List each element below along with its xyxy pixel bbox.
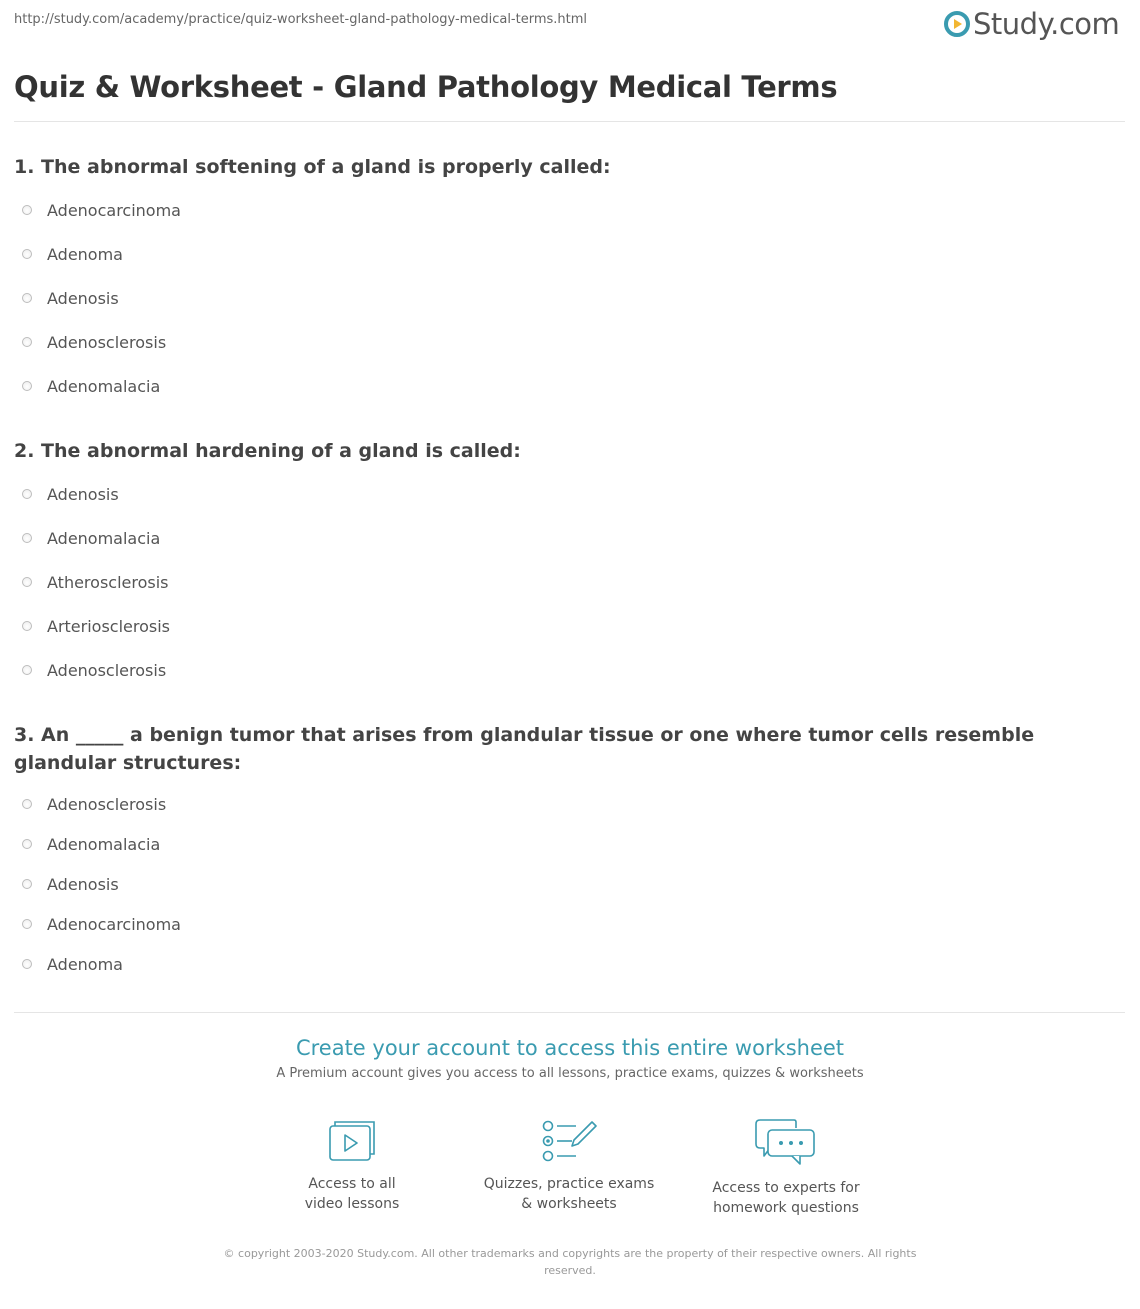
copyright-notice: © copyright 2003-2020 Study.com. All other trademarks and copyrights are the property of their respective owners. All rights reserved. — [223, 1247, 917, 1277]
option-label: Adenomalacia — [47, 834, 161, 854]
answer-option[interactable] — [22, 232, 181, 276]
answer-option[interactable] — [22, 648, 170, 692]
answer-option[interactable] — [22, 864, 181, 904]
answer-option[interactable] — [22, 276, 181, 320]
radio-button[interactable] — [22, 799, 32, 809]
question-1-options — [22, 198, 181, 408]
radio-button[interactable] — [22, 879, 32, 889]
chat-bubbles-icon — [754, 1118, 818, 1168]
play-circle-icon — [944, 11, 970, 37]
feature-label: Access to experts for homework questions — [712, 1180, 860, 1216]
create-account-link[interactable]: Create your account to access this entire worksheet — [295, 1036, 845, 1060]
answer-option[interactable] — [22, 824, 181, 864]
page-title: Quiz & Worksheet - Gland Pathology Medical Terms — [14, 70, 838, 104]
answer-option[interactable] — [22, 604, 170, 648]
option-label: Adenocarcinoma — [47, 200, 181, 220]
option-label: Adenosclerosis — [47, 332, 167, 352]
question-1-text: 1. The abnormal softening of a gland is properly called: — [14, 156, 611, 178]
logo-text: Study.com — [973, 7, 1120, 41]
answer-option[interactable] — [22, 472, 170, 516]
option-label: Adenosclerosis — [47, 660, 167, 680]
answer-option[interactable] — [22, 784, 181, 824]
feature-video-lessons — [252, 1118, 452, 1214]
feature-quizzes — [469, 1118, 669, 1214]
option-label: Adenomalacia — [47, 376, 161, 396]
option-label: Adenosis — [47, 288, 119, 308]
option-label: Adenosis — [47, 874, 119, 894]
answer-option[interactable] — [22, 320, 181, 364]
option-label: Adenosclerosis — [47, 794, 167, 814]
option-label: Adenosis — [47, 484, 119, 504]
option-label: Adenocarcinoma — [47, 914, 181, 934]
answer-option[interactable] — [22, 904, 181, 944]
radio-button[interactable] — [22, 337, 32, 347]
option-label: Adenoma — [47, 954, 123, 974]
question-2-options — [22, 482, 170, 692]
page-url: http://study.com/academy/practice/quiz-worksheet-gland-pathology-medical-terms.html — [14, 12, 588, 27]
radio-button[interactable] — [22, 489, 32, 499]
option-label: Arteriosclerosis — [47, 616, 171, 636]
section-divider — [14, 1012, 1125, 1013]
question-3-text: 3. An _____ a benign tumor that arises from glandular tissue or one where tumor cells resemble glandular structures: — [14, 724, 1035, 774]
answer-option[interactable] — [22, 560, 170, 604]
feature-experts — [686, 1118, 886, 1218]
radio-button[interactable] — [22, 293, 32, 303]
option-label: Adenoma — [47, 244, 123, 264]
quiz-checklist-icon — [540, 1118, 598, 1164]
feature-label: Access to all video lessons — [304, 1176, 400, 1212]
title-divider — [14, 121, 1125, 122]
study-logo[interactable] — [944, 6, 1119, 42]
radio-button[interactable] — [22, 249, 32, 259]
radio-button[interactable] — [22, 665, 32, 675]
video-lessons-icon — [326, 1118, 378, 1164]
option-label: Atherosclerosis — [47, 572, 169, 592]
option-label: Adenomalacia — [47, 528, 161, 548]
cta-subheading: A Premium account gives you access to all lessons, practice exams, quizzes & worksheets — [276, 1066, 864, 1081]
feature-label: Quizzes, practice exams & worksheets — [483, 1176, 655, 1212]
radio-button[interactable] — [22, 381, 32, 391]
radio-button[interactable] — [22, 533, 32, 543]
question-2-text: 2. The abnormal hardening of a gland is called: — [14, 440, 521, 462]
radio-button[interactable] — [22, 621, 32, 631]
answer-option[interactable] — [22, 516, 170, 560]
question-3-options — [22, 792, 181, 984]
answer-option[interactable] — [22, 364, 181, 408]
radio-button[interactable] — [22, 839, 32, 849]
radio-button[interactable] — [22, 959, 32, 969]
answer-option[interactable] — [22, 944, 181, 984]
radio-button[interactable] — [22, 577, 32, 587]
radio-button[interactable] — [22, 919, 32, 929]
radio-button[interactable] — [22, 205, 32, 215]
answer-option[interactable] — [22, 188, 181, 232]
